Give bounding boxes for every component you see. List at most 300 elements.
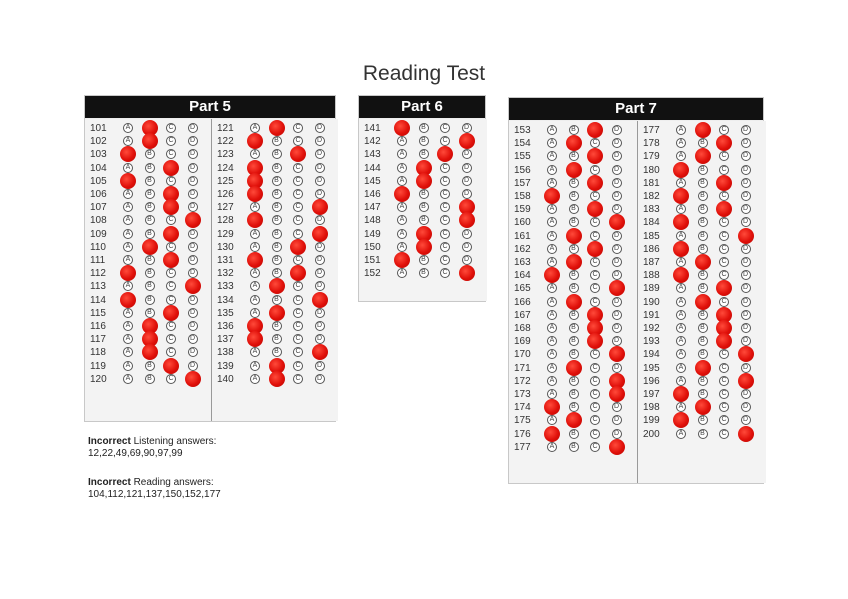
choice-bubble-b[interactable]: B — [698, 310, 708, 320]
choice-bubble-d[interactable]: D — [741, 151, 751, 161]
choice-bubble-c[interactable]: C — [719, 376, 729, 386]
choice-bubble-b[interactable]: B — [698, 429, 708, 439]
choice-bubble-d[interactable]: D — [188, 242, 198, 252]
choice-bubble-b[interactable]: B — [569, 204, 579, 214]
choice-bubble-d[interactable]: D — [462, 189, 472, 199]
choice-bubble-c[interactable]: C — [440, 268, 450, 278]
choice-bubble-d[interactable]: D — [315, 268, 325, 278]
choice-bubble-b[interactable]: B — [569, 389, 579, 399]
choice-bubble-b[interactable]: B — [419, 202, 429, 212]
choice-bubble-d[interactable]: D — [188, 268, 198, 278]
choice-bubble-c[interactable]: C — [590, 389, 600, 399]
choice-bubble-a[interactable]: A — [250, 229, 260, 239]
choice-bubble-c[interactable]: C — [719, 257, 729, 267]
choice-bubble-d[interactable]: D — [612, 297, 622, 307]
choice-bubble-b[interactable]: B — [569, 178, 579, 188]
choice-bubble-b[interactable]: B — [272, 163, 282, 173]
choice-bubble-c[interactable]: C — [440, 215, 450, 225]
choice-bubble-c[interactable]: C — [293, 229, 303, 239]
choice-bubble-d[interactable]: D — [612, 336, 622, 346]
choice-bubble-b[interactable]: B — [569, 217, 579, 227]
choice-bubble-b[interactable]: B — [698, 244, 708, 254]
choice-bubble-b[interactable]: B — [698, 217, 708, 227]
choice-bubble-a[interactable]: A — [676, 125, 686, 135]
choice-bubble-d[interactable]: D — [741, 125, 751, 135]
choice-bubble-b[interactable]: B — [698, 376, 708, 386]
choice-bubble-c[interactable]: C — [293, 202, 303, 212]
choice-bubble-a[interactable]: A — [547, 376, 557, 386]
choice-bubble-a[interactable]: A — [547, 244, 557, 254]
choice-bubble-c[interactable]: C — [166, 136, 176, 146]
choice-bubble-c[interactable]: C — [719, 429, 729, 439]
choice-bubble-c[interactable]: C — [166, 347, 176, 357]
choice-bubble-a[interactable]: A — [547, 283, 557, 293]
choice-bubble-c[interactable]: C — [440, 163, 450, 173]
choice-bubble-a[interactable]: A — [250, 281, 260, 291]
choice-bubble-d[interactable]: D — [741, 402, 751, 412]
choice-bubble-a[interactable]: A — [123, 361, 133, 371]
choice-bubble-d[interactable]: D — [612, 125, 622, 135]
choice-bubble-b[interactable]: B — [569, 402, 579, 412]
choice-bubble-b[interactable]: B — [272, 229, 282, 239]
choice-bubble-c[interactable]: C — [590, 429, 600, 439]
choice-bubble-c[interactable]: C — [166, 123, 176, 133]
choice-bubble-c[interactable]: C — [590, 257, 600, 267]
choice-bubble-d[interactable]: D — [462, 149, 472, 159]
choice-bubble-a[interactable]: A — [547, 297, 557, 307]
choice-bubble-c[interactable]: C — [590, 402, 600, 412]
choice-bubble-b[interactable]: B — [145, 255, 155, 265]
choice-bubble-b[interactable]: B — [145, 268, 155, 278]
choice-bubble-d[interactable]: D — [315, 361, 325, 371]
choice-bubble-b[interactable]: B — [272, 295, 282, 305]
choice-bubble-b[interactable]: B — [272, 268, 282, 278]
choice-bubble-c[interactable]: C — [590, 349, 600, 359]
choice-bubble-a[interactable]: A — [547, 231, 557, 241]
choice-bubble-a[interactable]: A — [250, 374, 260, 384]
choice-bubble-d[interactable]: D — [612, 165, 622, 175]
choice-bubble-c[interactable]: C — [166, 268, 176, 278]
choice-bubble-d[interactable]: D — [315, 374, 325, 384]
choice-bubble-b[interactable]: B — [698, 283, 708, 293]
choice-bubble-b[interactable]: B — [419, 189, 429, 199]
choice-bubble-c[interactable]: C — [590, 442, 600, 452]
choice-bubble-d[interactable]: D — [462, 255, 472, 265]
choice-bubble-b[interactable]: B — [145, 295, 155, 305]
choice-bubble-c[interactable]: C — [719, 270, 729, 280]
choice-bubble-c[interactable]: C — [719, 415, 729, 425]
choice-bubble-d[interactable]: D — [188, 295, 198, 305]
choice-bubble-b[interactable]: B — [419, 123, 429, 133]
choice-bubble-b[interactable]: B — [272, 202, 282, 212]
choice-bubble-a[interactable]: A — [123, 334, 133, 344]
choice-bubble-d[interactable]: D — [188, 149, 198, 159]
choice-bubble-c[interactable]: C — [166, 334, 176, 344]
choice-bubble-d[interactable]: D — [612, 415, 622, 425]
choice-bubble-b[interactable]: B — [272, 321, 282, 331]
choice-bubble-a[interactable]: A — [547, 323, 557, 333]
choice-bubble-b[interactable]: B — [569, 270, 579, 280]
choice-bubble-c[interactable]: C — [293, 361, 303, 371]
choice-bubble-b[interactable]: B — [145, 281, 155, 291]
choice-bubble-d[interactable]: D — [612, 363, 622, 373]
choice-bubble-c[interactable]: C — [719, 231, 729, 241]
choice-bubble-a[interactable]: A — [397, 202, 407, 212]
choice-bubble-b[interactable]: B — [145, 215, 155, 225]
choice-bubble-a[interactable]: A — [250, 347, 260, 357]
choice-bubble-b[interactable]: B — [569, 283, 579, 293]
choice-bubble-d[interactable]: D — [315, 215, 325, 225]
choice-bubble-c[interactable]: C — [590, 217, 600, 227]
choice-bubble-d[interactable]: D — [188, 255, 198, 265]
choice-bubble-d[interactable]: D — [741, 336, 751, 346]
choice-bubble-a[interactable]: A — [676, 231, 686, 241]
choice-bubble-d[interactable]: D — [462, 176, 472, 186]
choice-bubble-d[interactable]: D — [741, 244, 751, 254]
choice-bubble-a[interactable]: A — [123, 308, 133, 318]
choice-bubble-a[interactable]: A — [397, 149, 407, 159]
choice-bubble-d[interactable]: D — [741, 191, 751, 201]
choice-bubble-a[interactable]: A — [547, 442, 557, 452]
choice-bubble-c[interactable]: C — [719, 125, 729, 135]
choice-bubble-b[interactable]: B — [569, 310, 579, 320]
choice-bubble-a[interactable]: A — [397, 163, 407, 173]
choice-bubble-b[interactable]: B — [698, 178, 708, 188]
choice-bubble-c[interactable]: C — [440, 136, 450, 146]
choice-bubble-a[interactable]: A — [547, 204, 557, 214]
choice-bubble-c[interactable]: C — [590, 415, 600, 425]
choice-bubble-c[interactable]: C — [719, 349, 729, 359]
choice-bubble-a[interactable]: A — [676, 297, 686, 307]
choice-bubble-b[interactable]: B — [272, 242, 282, 252]
choice-bubble-a[interactable]: A — [250, 295, 260, 305]
choice-bubble-b[interactable]: B — [698, 165, 708, 175]
choice-bubble-a[interactable]: A — [547, 165, 557, 175]
choice-bubble-d[interactable]: D — [315, 334, 325, 344]
choice-bubble-a[interactable]: A — [676, 204, 686, 214]
choice-bubble-c[interactable]: C — [166, 176, 176, 186]
choice-bubble-a[interactable]: A — [250, 149, 260, 159]
choice-bubble-a[interactable]: A — [676, 323, 686, 333]
choice-bubble-d[interactable]: D — [612, 270, 622, 280]
choice-bubble-c[interactable]: C — [166, 295, 176, 305]
choice-bubble-b[interactable]: B — [272, 136, 282, 146]
choice-bubble-a[interactable]: A — [250, 123, 260, 133]
choice-bubble-c[interactable]: C — [719, 151, 729, 161]
choice-bubble-d[interactable]: D — [315, 163, 325, 173]
choice-bubble-c[interactable]: C — [590, 363, 600, 373]
choice-bubble-c[interactable]: C — [719, 191, 729, 201]
choice-bubble-a[interactable]: A — [250, 202, 260, 212]
choice-bubble-a[interactable]: A — [123, 242, 133, 252]
choice-bubble-b[interactable]: B — [272, 176, 282, 186]
choice-bubble-c[interactable]: C — [440, 123, 450, 133]
choice-bubble-d[interactable]: D — [188, 189, 198, 199]
choice-bubble-c[interactable]: C — [293, 321, 303, 331]
choice-bubble-a[interactable]: A — [547, 310, 557, 320]
choice-bubble-c[interactable]: C — [590, 297, 600, 307]
choice-bubble-c[interactable]: C — [590, 231, 600, 241]
choice-bubble-d[interactable]: D — [612, 151, 622, 161]
choice-bubble-c[interactable]: C — [590, 376, 600, 386]
choice-bubble-b[interactable]: B — [145, 229, 155, 239]
choice-bubble-a[interactable]: A — [547, 336, 557, 346]
choice-bubble-c[interactable]: C — [166, 281, 176, 291]
choice-bubble-a[interactable]: A — [397, 176, 407, 186]
choice-bubble-d[interactable]: D — [741, 297, 751, 307]
choice-bubble-a[interactable]: A — [123, 229, 133, 239]
choice-bubble-d[interactable]: D — [612, 323, 622, 333]
choice-bubble-a[interactable]: A — [123, 255, 133, 265]
choice-bubble-a[interactable]: A — [547, 217, 557, 227]
choice-bubble-b[interactable]: B — [569, 376, 579, 386]
choice-bubble-b[interactable]: B — [272, 255, 282, 265]
choice-bubble-d[interactable]: D — [188, 229, 198, 239]
choice-bubble-d[interactable]: D — [741, 178, 751, 188]
choice-bubble-d[interactable]: D — [315, 308, 325, 318]
choice-bubble-a[interactable]: A — [676, 138, 686, 148]
choice-bubble-a[interactable]: A — [547, 178, 557, 188]
choice-bubble-b[interactable]: B — [419, 215, 429, 225]
choice-bubble-c[interactable]: C — [293, 347, 303, 357]
choice-bubble-b[interactable]: B — [698, 231, 708, 241]
choice-bubble-d[interactable]: D — [462, 242, 472, 252]
choice-bubble-a[interactable]: A — [547, 151, 557, 161]
choice-bubble-b[interactable]: B — [272, 189, 282, 199]
choice-bubble-a[interactable]: A — [547, 363, 557, 373]
choice-bubble-d[interactable]: D — [315, 189, 325, 199]
choice-bubble-b[interactable]: B — [569, 323, 579, 333]
choice-bubble-a[interactable]: A — [547, 257, 557, 267]
choice-bubble-d[interactable]: D — [315, 149, 325, 159]
choice-bubble-b[interactable]: B — [419, 149, 429, 159]
choice-bubble-c[interactable]: C — [166, 321, 176, 331]
choice-bubble-b[interactable]: B — [272, 347, 282, 357]
choice-bubble-d[interactable]: D — [612, 178, 622, 188]
choice-bubble-a[interactable]: A — [397, 229, 407, 239]
choice-bubble-d[interactable]: D — [612, 138, 622, 148]
choice-bubble-b[interactable]: B — [569, 429, 579, 439]
choice-bubble-b[interactable]: B — [698, 336, 708, 346]
choice-bubble-a[interactable]: A — [397, 136, 407, 146]
choice-bubble-c[interactable]: C — [590, 165, 600, 175]
choice-bubble-a[interactable]: A — [676, 402, 686, 412]
choice-bubble-c[interactable]: C — [719, 389, 729, 399]
choice-bubble-a[interactable]: A — [397, 242, 407, 252]
choice-bubble-c[interactable]: C — [719, 165, 729, 175]
choice-bubble-b[interactable]: B — [698, 389, 708, 399]
choice-bubble-a[interactable]: A — [676, 283, 686, 293]
choice-bubble-d[interactable]: D — [315, 255, 325, 265]
choice-bubble-a[interactable]: A — [676, 310, 686, 320]
choice-bubble-d[interactable]: D — [315, 123, 325, 133]
choice-bubble-c[interactable]: C — [293, 295, 303, 305]
choice-bubble-d[interactable]: D — [315, 176, 325, 186]
choice-bubble-b[interactable]: B — [698, 270, 708, 280]
choice-bubble-c[interactable]: C — [293, 374, 303, 384]
choice-bubble-d[interactable]: D — [741, 415, 751, 425]
choice-bubble-d[interactable]: D — [315, 242, 325, 252]
choice-bubble-c[interactable]: C — [293, 215, 303, 225]
choice-bubble-b[interactable]: B — [145, 374, 155, 384]
choice-bubble-b[interactable]: B — [569, 125, 579, 135]
choice-bubble-a[interactable]: A — [676, 336, 686, 346]
choice-bubble-b[interactable]: B — [698, 349, 708, 359]
choice-bubble-b[interactable]: B — [419, 255, 429, 265]
choice-bubble-b[interactable]: B — [145, 163, 155, 173]
choice-bubble-a[interactable]: A — [676, 178, 686, 188]
choice-bubble-a[interactable]: A — [250, 308, 260, 318]
choice-bubble-d[interactable]: D — [188, 334, 198, 344]
choice-bubble-c[interactable]: C — [590, 283, 600, 293]
choice-bubble-d[interactable]: D — [741, 323, 751, 333]
choice-bubble-c[interactable]: C — [440, 229, 450, 239]
choice-bubble-c[interactable]: C — [719, 297, 729, 307]
choice-bubble-a[interactable]: A — [123, 281, 133, 291]
choice-bubble-a[interactable]: A — [676, 376, 686, 386]
choice-bubble-d[interactable]: D — [315, 321, 325, 331]
choice-bubble-a[interactable]: A — [676, 349, 686, 359]
choice-bubble-c[interactable]: C — [440, 255, 450, 265]
choice-bubble-c[interactable]: C — [590, 191, 600, 201]
choice-bubble-b[interactable]: B — [419, 136, 429, 146]
choice-bubble-c[interactable]: C — [590, 138, 600, 148]
choice-bubble-b[interactable]: B — [145, 149, 155, 159]
choice-bubble-d[interactable]: D — [462, 229, 472, 239]
choice-bubble-a[interactable]: A — [547, 125, 557, 135]
choice-bubble-a[interactable]: A — [250, 242, 260, 252]
choice-bubble-c[interactable]: C — [719, 402, 729, 412]
choice-bubble-d[interactable]: D — [188, 347, 198, 357]
choice-bubble-c[interactable]: C — [719, 363, 729, 373]
choice-bubble-a[interactable]: A — [676, 429, 686, 439]
choice-bubble-d[interactable]: D — [188, 202, 198, 212]
choice-bubble-c[interactable]: C — [166, 242, 176, 252]
choice-bubble-c[interactable]: C — [440, 189, 450, 199]
choice-bubble-b[interactable]: B — [272, 334, 282, 344]
choice-bubble-c[interactable]: C — [719, 217, 729, 227]
choice-bubble-b[interactable]: B — [569, 336, 579, 346]
choice-bubble-b[interactable]: B — [698, 415, 708, 425]
choice-bubble-c[interactable]: C — [293, 163, 303, 173]
choice-bubble-c[interactable]: C — [440, 202, 450, 212]
choice-bubble-d[interactable]: D — [741, 310, 751, 320]
choice-bubble-a[interactable]: A — [123, 189, 133, 199]
choice-bubble-d[interactable]: D — [741, 165, 751, 175]
choice-bubble-c[interactable]: C — [293, 189, 303, 199]
choice-bubble-d[interactable]: D — [612, 429, 622, 439]
choice-bubble-a[interactable]: A — [676, 363, 686, 373]
choice-bubble-b[interactable]: B — [569, 442, 579, 452]
choice-bubble-b[interactable]: B — [569, 349, 579, 359]
choice-bubble-c[interactable]: C — [293, 308, 303, 318]
choice-bubble-d[interactable]: D — [188, 321, 198, 331]
choice-bubble-b[interactable]: B — [698, 191, 708, 201]
choice-bubble-d[interactable]: D — [315, 136, 325, 146]
choice-bubble-c[interactable]: C — [293, 176, 303, 186]
choice-bubble-d[interactable]: D — [612, 204, 622, 214]
choice-bubble-a[interactable]: A — [123, 347, 133, 357]
choice-bubble-d[interactable]: D — [612, 257, 622, 267]
choice-bubble-b[interactable]: B — [698, 138, 708, 148]
choice-bubble-d[interactable]: D — [741, 204, 751, 214]
choice-bubble-a[interactable]: A — [123, 374, 133, 384]
choice-bubble-d[interactable]: D — [188, 361, 198, 371]
choice-bubble-d[interactable]: D — [188, 163, 198, 173]
choice-bubble-b[interactable]: B — [145, 176, 155, 186]
choice-bubble-d[interactable]: D — [612, 191, 622, 201]
choice-bubble-d[interactable]: D — [188, 136, 198, 146]
choice-bubble-a[interactable]: A — [123, 215, 133, 225]
choice-bubble-c[interactable]: C — [440, 242, 450, 252]
choice-bubble-c[interactable]: C — [293, 123, 303, 133]
choice-bubble-d[interactable]: D — [315, 281, 325, 291]
choice-bubble-a[interactable]: A — [250, 268, 260, 278]
choice-bubble-c[interactable]: C — [293, 136, 303, 146]
choice-bubble-a[interactable]: A — [397, 215, 407, 225]
choice-bubble-d[interactable]: D — [612, 402, 622, 412]
choice-bubble-b[interactable]: B — [419, 268, 429, 278]
choice-bubble-a[interactable]: A — [547, 415, 557, 425]
choice-bubble-b[interactable]: B — [569, 191, 579, 201]
choice-bubble-b[interactable]: B — [272, 149, 282, 159]
choice-bubble-d[interactable]: D — [741, 138, 751, 148]
choice-bubble-d[interactable]: D — [741, 363, 751, 373]
choice-bubble-d[interactable]: D — [741, 257, 751, 267]
choice-bubble-d[interactable]: D — [188, 123, 198, 133]
choice-bubble-a[interactable]: A — [397, 268, 407, 278]
choice-bubble-c[interactable]: C — [166, 215, 176, 225]
choice-bubble-d[interactable]: D — [188, 176, 198, 186]
choice-bubble-c[interactable]: C — [590, 270, 600, 280]
choice-bubble-a[interactable]: A — [123, 202, 133, 212]
choice-bubble-c[interactable]: C — [293, 334, 303, 344]
choice-bubble-a[interactable]: A — [547, 349, 557, 359]
choice-bubble-b[interactable]: B — [145, 361, 155, 371]
choice-bubble-c[interactable]: C — [166, 374, 176, 384]
choice-bubble-d[interactable]: D — [462, 123, 472, 133]
choice-bubble-c[interactable]: C — [166, 149, 176, 159]
choice-bubble-a[interactable]: A — [123, 136, 133, 146]
choice-bubble-d[interactable]: D — [462, 163, 472, 173]
choice-bubble-c[interactable]: C — [293, 255, 303, 265]
choice-bubble-a[interactable]: A — [676, 257, 686, 267]
choice-bubble-b[interactable]: B — [569, 244, 579, 254]
choice-bubble-d[interactable]: D — [188, 308, 198, 318]
choice-bubble-b[interactable]: B — [272, 215, 282, 225]
choice-bubble-a[interactable]: A — [123, 321, 133, 331]
choice-bubble-a[interactable]: A — [250, 361, 260, 371]
choice-bubble-b[interactable]: B — [698, 323, 708, 333]
choice-bubble-b[interactable]: B — [698, 204, 708, 214]
choice-bubble-c[interactable]: C — [293, 281, 303, 291]
choice-bubble-d[interactable]: D — [741, 270, 751, 280]
choice-bubble-a[interactable]: A — [123, 123, 133, 133]
choice-bubble-d[interactable]: D — [612, 244, 622, 254]
choice-bubble-c[interactable]: C — [719, 244, 729, 254]
choice-bubble-b[interactable]: B — [569, 151, 579, 161]
choice-bubble-a[interactable]: A — [676, 151, 686, 161]
choice-bubble-d[interactable]: D — [741, 217, 751, 227]
choice-bubble-d[interactable]: D — [741, 283, 751, 293]
choice-bubble-c[interactable]: C — [440, 176, 450, 186]
choice-bubble-a[interactable]: A — [123, 163, 133, 173]
choice-bubble-b[interactable]: B — [145, 308, 155, 318]
choice-bubble-a[interactable]: A — [547, 138, 557, 148]
choice-bubble-d[interactable]: D — [612, 310, 622, 320]
choice-bubble-a[interactable]: A — [547, 389, 557, 399]
choice-bubble-b[interactable]: B — [145, 189, 155, 199]
